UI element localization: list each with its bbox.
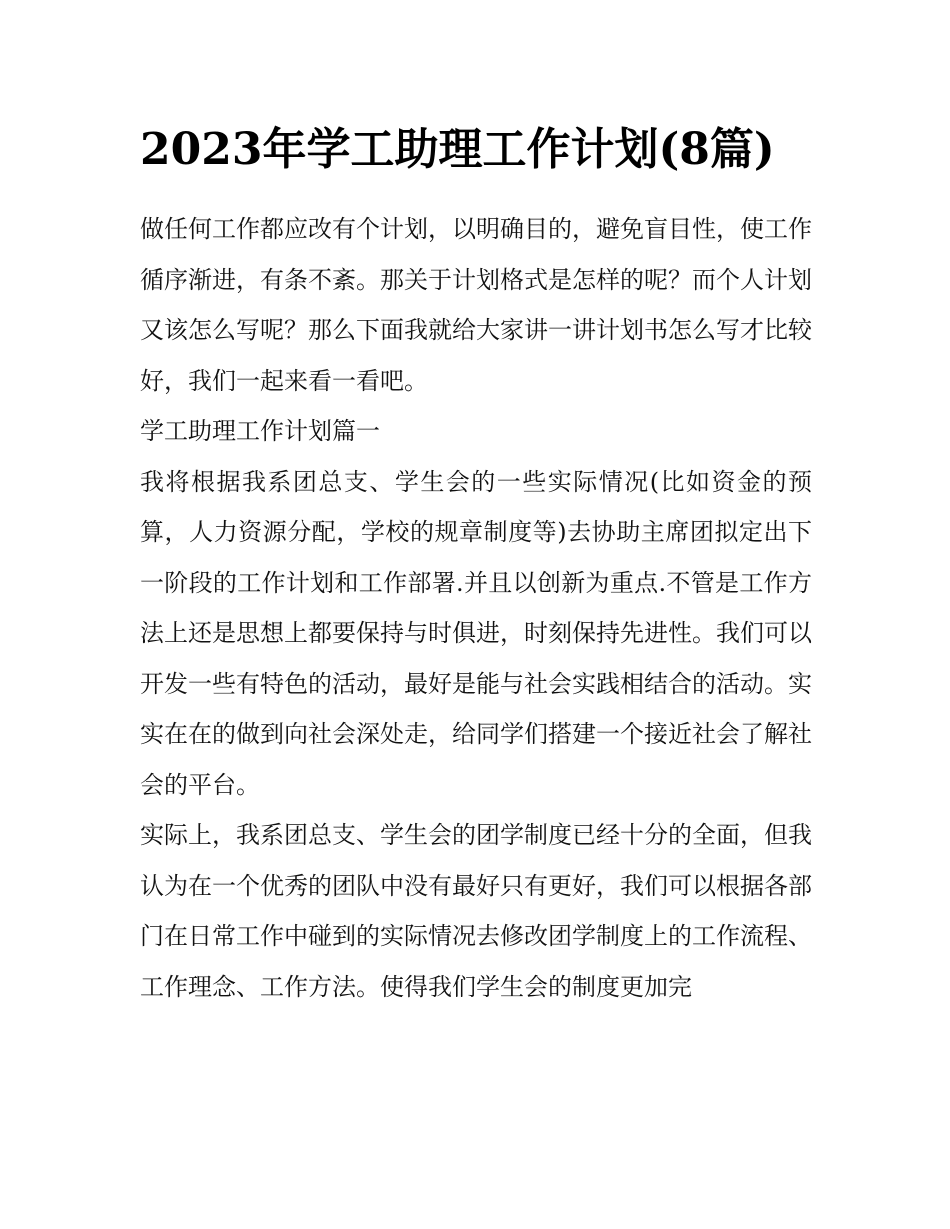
document-content: [140, 118, 812, 1012]
document-body: [140, 204, 812, 1012]
body-paragraph: 我将根据我系团总支、学生会的一些实际情况(比如资金的预算，人力资源分配，学校的规章制度等)去协助主席团拟定出下一阶段的工作计划和工作部署.并且以创新为重点.不管是工作方法上还是思想上都要保持与时俱进，时刻保持先进性。我们可以开发一些有特色的活动，最好是能与社会实践相结合的活动。实实在在的做到向社会深处走，给同学们搭建一个接近社会了解社会的平台。: [140, 467, 812, 799]
body-paragraph: 实际上，我系团总支、学生会的团学制度已经十分的全面，但我认为在一个优秀的团队中没有最好只有更好，我们可以根据各部门在日常工作中碰到的实际情况去修改团学制度上的工作流程、工作理念、工作方法。使得我们学生会的制度更加完: [140, 821, 812, 1001]
intro-paragraph: 做任何工作都应改有个计划，以明确目的，避免盲目性，使工作循序渐进，有条不紊。那关于计划格式是怎样的呢？而个人计划又该怎么写呢？那么下面我就给大家讲一讲计划书怎么写才比较好，我们一起来看一看吧。: [140, 215, 812, 395]
section-heading: 学工助理工作计划篇一: [140, 417, 380, 445]
document-title: 2023年学工助理工作计划(8篇): [140, 124, 775, 175]
